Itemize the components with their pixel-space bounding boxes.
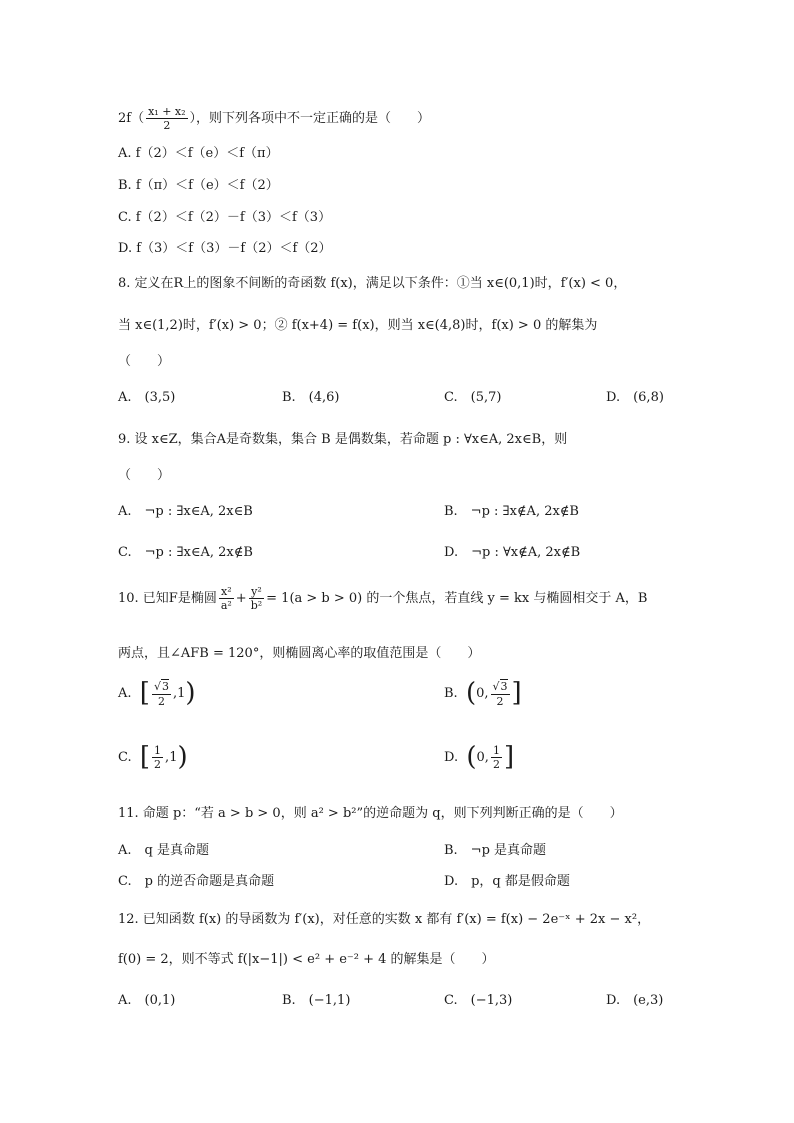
q8-stem-line1: 8. 定义在R上的图象不间断的奇函数 f(x)，满足以下条件：①当 x∈(0,1)时，f′(x) < 0， bbox=[118, 276, 627, 291]
q8-option-d: D. (6,8) bbox=[606, 390, 664, 405]
q10-frac-x-den: a² bbox=[220, 599, 232, 613]
q10-option-a-one: 1 bbox=[177, 686, 186, 702]
q7-option-d: D. f（3）＜f（3）－f（2）＜f（2） bbox=[118, 241, 332, 256]
q10-option-b-frac bbox=[491, 679, 510, 707]
q10-option-d: D. (0, $\frac{1}{2}$ ] bbox=[444, 742, 515, 772]
q11-option-b: B. ¬p 是真命题 bbox=[444, 843, 547, 858]
q9-option-b: B. ¬p : ∃x∉A, 2x∉B bbox=[444, 504, 579, 519]
q10-option-a-frac bbox=[152, 679, 171, 707]
q10-option-b-frac-num: √3 bbox=[492, 680, 508, 694]
q10-option-c-one: 1 bbox=[169, 750, 178, 766]
q12-option-a: A. (0,1) bbox=[118, 993, 176, 1008]
q9-stem-line2: （ ） bbox=[118, 468, 171, 483]
q10-option-c-frac bbox=[152, 744, 163, 771]
q9-stem-line1: 9. 设 x∈Z，集合A是奇数集，集合 B 是偶数集，若命题 p : ∀x∈A, 2x∈B，则 bbox=[118, 432, 568, 447]
q12-stem-line1: 12. 已知函数 f(x) 的导函数为 f′(x)，对任意的实数 x 都有 f′(x) = f(x) − 2e⁻ˣ + 2x − x²， bbox=[118, 912, 651, 927]
q10-option-b-sqrt-body: 3 bbox=[500, 680, 508, 694]
q10-option-b-zero: 0 bbox=[476, 686, 485, 702]
q12-option-c: C. (−1,3) bbox=[444, 993, 513, 1008]
q10-option-d-label: D. bbox=[444, 750, 459, 766]
q7-stem-tail bbox=[118, 105, 430, 132]
q11-option-a: A. q 是真命题 bbox=[118, 843, 209, 858]
q8-option-b: B. (4,6) bbox=[282, 390, 340, 405]
q11-option-c: C. p 的逆否命题是真命题 bbox=[118, 874, 275, 889]
q8-stem-line3: （ ） bbox=[118, 354, 171, 369]
q7-tail-suffix: ），则下列各项中不一定正确的是（ ） bbox=[189, 111, 431, 127]
q10-option-c-frac-den: 2 bbox=[154, 758, 162, 772]
q10-option-a-frac-num: √3 bbox=[153, 680, 169, 694]
q10-option-d-frac-den: 2 bbox=[492, 758, 500, 772]
q9-option-d: D. ¬p : ∀x∉A, 2x∉B bbox=[444, 545, 581, 560]
q10-option-c-frac-num: 1 bbox=[154, 743, 162, 757]
q10-stem-prefix: 10. 已知F是椭圆 bbox=[118, 591, 217, 607]
q12-stem-line2: f(0) = 2，则不等式 f(|x−1|) < e² + e⁻² + 4 的解集是（ ） bbox=[118, 952, 495, 967]
q12-option-b: B. (−1,1) bbox=[282, 993, 351, 1008]
q8-stem-line2: 当 x∈(1,2)时，f′(x) > 0；② f(x+4) = f(x)，则当 x∈(4,8)时，f(x) > 0 的解集为 bbox=[118, 318, 598, 333]
q10-option-b: B. (0, $\frac{√3}{2}$ ] bbox=[444, 678, 522, 708]
q10-frac-x bbox=[219, 585, 234, 612]
q9-option-c: C. ¬p : ∃x∈A, 2x∉B bbox=[118, 545, 253, 560]
q7-option-a: A. f（2）＜f（e）＜f（π） bbox=[118, 146, 279, 161]
q10-option-c: C. [ $\frac{1}{2}$ ,1) bbox=[118, 742, 188, 772]
q10-option-b-frac-den: 2 bbox=[496, 694, 504, 708]
q10-option-a-sqrt-body: 3 bbox=[161, 680, 169, 694]
q10-option-d-frac-num: 1 bbox=[492, 743, 500, 757]
q10-option-c-label: C. bbox=[118, 750, 132, 766]
q10-option-d-frac bbox=[491, 744, 502, 771]
q7-fraction bbox=[146, 105, 187, 132]
q10-option-b-label: B. bbox=[444, 686, 458, 702]
q8-option-a: A. (3,5) bbox=[118, 390, 176, 405]
q7-option-c: C. f（2）＜f（2）－f（3）＜f（3） bbox=[118, 210, 332, 225]
q7-fraction-den: 2 bbox=[163, 119, 171, 133]
q7-option-b: B. f（π）＜f（e）＜f（2） bbox=[118, 178, 279, 193]
q12-option-d: D. (e,3) bbox=[606, 993, 664, 1008]
q10-stem-line2: 两点，且∠AFB = 120°，则椭圆离心率的取值范围是（ ） bbox=[118, 646, 481, 661]
q10-option-a-frac-den: 2 bbox=[157, 694, 165, 708]
q7-fraction-num: x₁ + x₂ bbox=[148, 105, 186, 118]
q8-option-c: C. (5,7) bbox=[444, 390, 502, 405]
q10-frac-y-den: b² bbox=[250, 599, 263, 613]
q10-option-a: A. [ $\frac{√3}{2}$ ,1) bbox=[118, 678, 196, 708]
q11-option-d: D. p，q 都是假命题 bbox=[444, 874, 570, 889]
q10-option-a-label: A. bbox=[118, 686, 132, 702]
q10-option-d-zero: 0 bbox=[476, 750, 485, 766]
q7-tail-prefix: 2f（ bbox=[118, 111, 145, 127]
q10-frac-y-num: y² bbox=[249, 585, 264, 599]
q11-stem-line1: 11. 命题 p：“若 a > b > 0，则 a² > b²”的逆命题为 q，则下列判断正确的是（ ） bbox=[118, 806, 623, 821]
q10-stem-suffix: = 1(a > b > 0) 的一个焦点，若直线 y = kx 与椭圆相交于 A，B bbox=[266, 591, 648, 607]
q9-option-a: A. ¬p : ∃x∈A, 2x∈B bbox=[118, 504, 253, 519]
q10-frac-x-num: x² bbox=[219, 585, 234, 599]
q10-stem-line1: 10. 已知F是椭圆 $\frac{\text{x²}}{\text{a²}}$ + $\frac{\text{y²}}{\text{b²}}$ = 1(a > b > 0) 的一个焦点，若直线 y = kx 与椭圆相交于 A，B bbox=[118, 585, 648, 613]
q10-frac-y bbox=[249, 585, 264, 612]
